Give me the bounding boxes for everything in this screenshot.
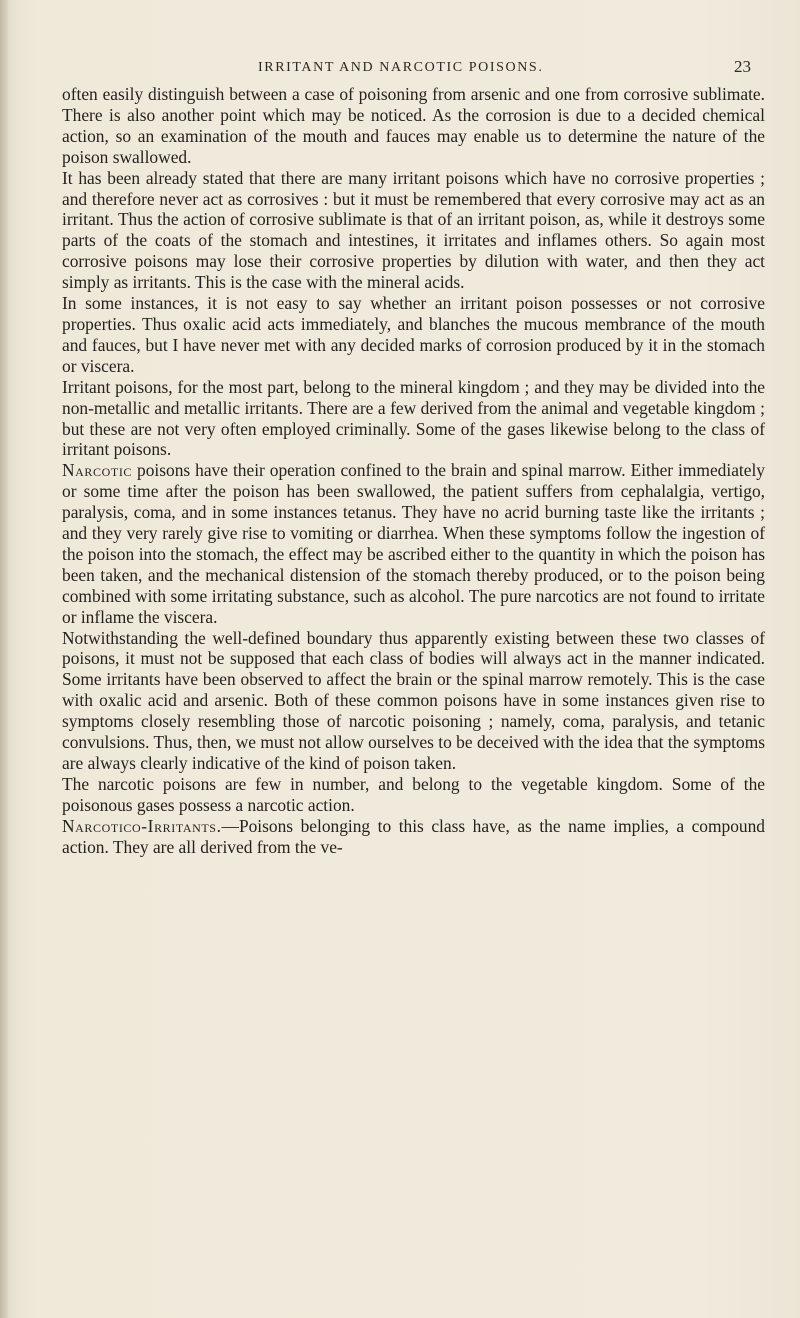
- running-title: IRRITANT AND NARCOTIC POISONS.: [258, 60, 544, 75]
- page-gutter-shadow: [0, 0, 8, 1318]
- paragraph-2: It has been already stated that there are many irritant poisons which have no corrosive properties ; and therefore never act as corrosives : but it must be remembered that every corrosive may act as an irritant. Thus the action of corrosive sublimate is that of an irritant poison, as, while it destroys some parts of the coats of the stomach and intestines, it irritates and inflames others. So again most corrosive poisons may lose their corrosive properties by dilution with water, and then they act simply as irritants. This is the case with the mineral acids.: [62, 167, 765, 293]
- page-number: 23: [734, 57, 751, 76]
- paragraph-3: In some instances, it is not easy to say whether an irritant poison possesses or not corrosive properties. Thus oxalic acid acts immediately, and blanches the mucous membrance of the mouth and fauces, but I have never met with any decided marks of corrosion produced by it in the stomach or viscera.: [62, 293, 765, 376]
- paragraph-1: often easily distinguish between a case of poisoning from arsenic and one from corrosive sublimate. There is also another point which may be noticed. As the corrosion is due to a decided chemical action, so an examination of the mouth and fauces may enable us to determine the nature of the poison swallowed.: [62, 84, 765, 167]
- body-text: [62, 84, 765, 858]
- paragraph-4: Irritant poisons, for the most part, belong to the mineral kingdom ; and they may be divided into the non-metallic and metallic irritants. There are a few derived from the animal and vegetable kingdom ; but these are not very often employed criminally. Some of the gases likewise belong to the class of irritant poisons.: [62, 376, 765, 460]
- narcotico-irritants-lead-term: Narcotico-Irritants.: [62, 815, 222, 836]
- narcotic-lead-term: Narcotic: [62, 460, 133, 481]
- paragraph-5: Narcotic poisons have their operation confined to the brain and spinal marrow. Either immediately or some time after the poison has been swallowed, the patient suffers from cephalalgia, vertigo, paralysis, coma, and in some instances tetanus. They have no acrid burning taste like the irritants ; and they very rarely give rise to vomiting or diarrhea. When these symptoms follow the ingestion of the poison into the stomach, the effect may be ascribed either to the quantity in which the poison has been taken, and the mechanical distension of the stomach thereby produced, or to the poison being combined with some irritating substance, such as alcohol. The pure narcotics are not found to irritate or inflame the viscera.: [62, 460, 765, 627]
- paragraph-8: Narcotico-Irritants.—Poisons belonging to this class have, as the name implies, a compound action. They are all derived from the ve-: [62, 815, 765, 857]
- paragraph-7: The narcotic poisons are few in number, and belong to the vegetable kingdom. Some of the poisonous gases possess a narcotic action.: [62, 773, 765, 815]
- paragraph-6: Notwithstanding the well-defined boundary thus apparently existing between these two classes of poisons, it must not be supposed that each class of bodies will always act in the manner indicated. Some irritants have been observed to affect the brain or the spinal marrow remotely. This is the case with oxalic acid and arsenic. Both of these common poisons have in some instances given rise to symptoms closely resembling those of narcotic poisoning ; namely, coma, paralysis, and tetanic convulsions. Thus, then, we must not allow ourselves to be deceived with the idea that the symptoms are always clearly indicative of the kind of poison taken.: [62, 627, 765, 773]
